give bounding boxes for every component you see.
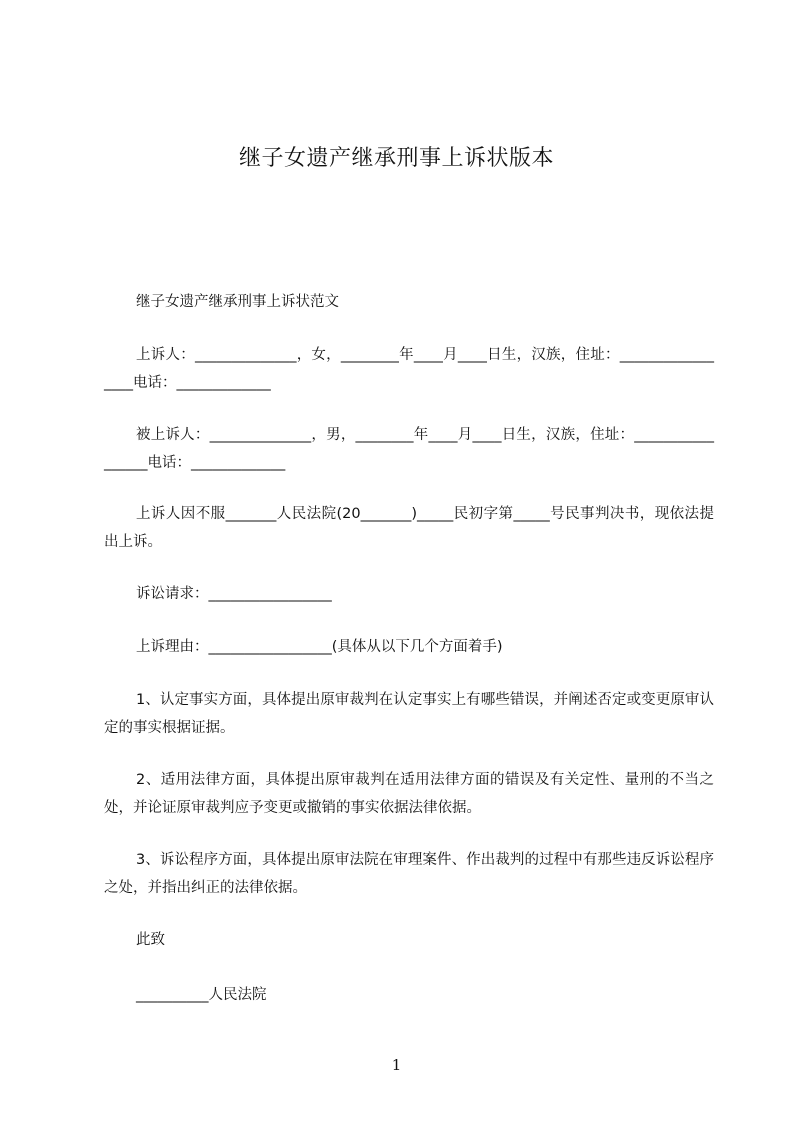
paragraph-court: __________人民法院 [136,987,267,1003]
paragraph-reason-3: 3、诉讼程序方面，具体提出原审法院在审理案件、作出裁判的过程中有那些违反诉讼程序之处，并指出纠正的法律依据。 [104,852,714,896]
paragraph-subtitle: 继子女遗产继承刑事上诉状范文 [136,294,339,310]
paragraph-salutation: 此致 [136,932,165,948]
page-number: 1 [391,1056,402,1074]
paragraph-reason-2: 2、适用法律方面，具体提出原审裁判在适用法律方面的错误及有关定性、量刑的不当之处，并论证原审裁判应予变更或撤销的事实依据法律依据。 [104,772,714,816]
paragraph-claims: 诉讼请求：_________________ [136,586,332,602]
paragraph-appellee: 被上诉人：______________，男，________年____月____日生，汉族，住址：_________________电话：_____________ [104,427,714,471]
document-title: 继子女遗产继承刑事上诉状版本 [238,146,554,171]
paragraph-reason-1: 1、认定事实方面，具体提出原审裁判在认定事实上有哪些错误，并阐述否定或变更原审认定的事实根据证据。 [104,692,714,736]
paragraph-reasons: 上诉理由：_________________(具体从以下几个方面着手) [136,639,503,655]
paragraph-appellant: 上诉人：______________，女，________年____月____日生，汉族，住址：_________________电话：_____________ [104,347,714,391]
paragraph-appeal-intro: 上诉人因不服_______人民法院(20_______)_____民初字第_____号民事判决书，现依法提出上诉。 [104,506,714,550]
